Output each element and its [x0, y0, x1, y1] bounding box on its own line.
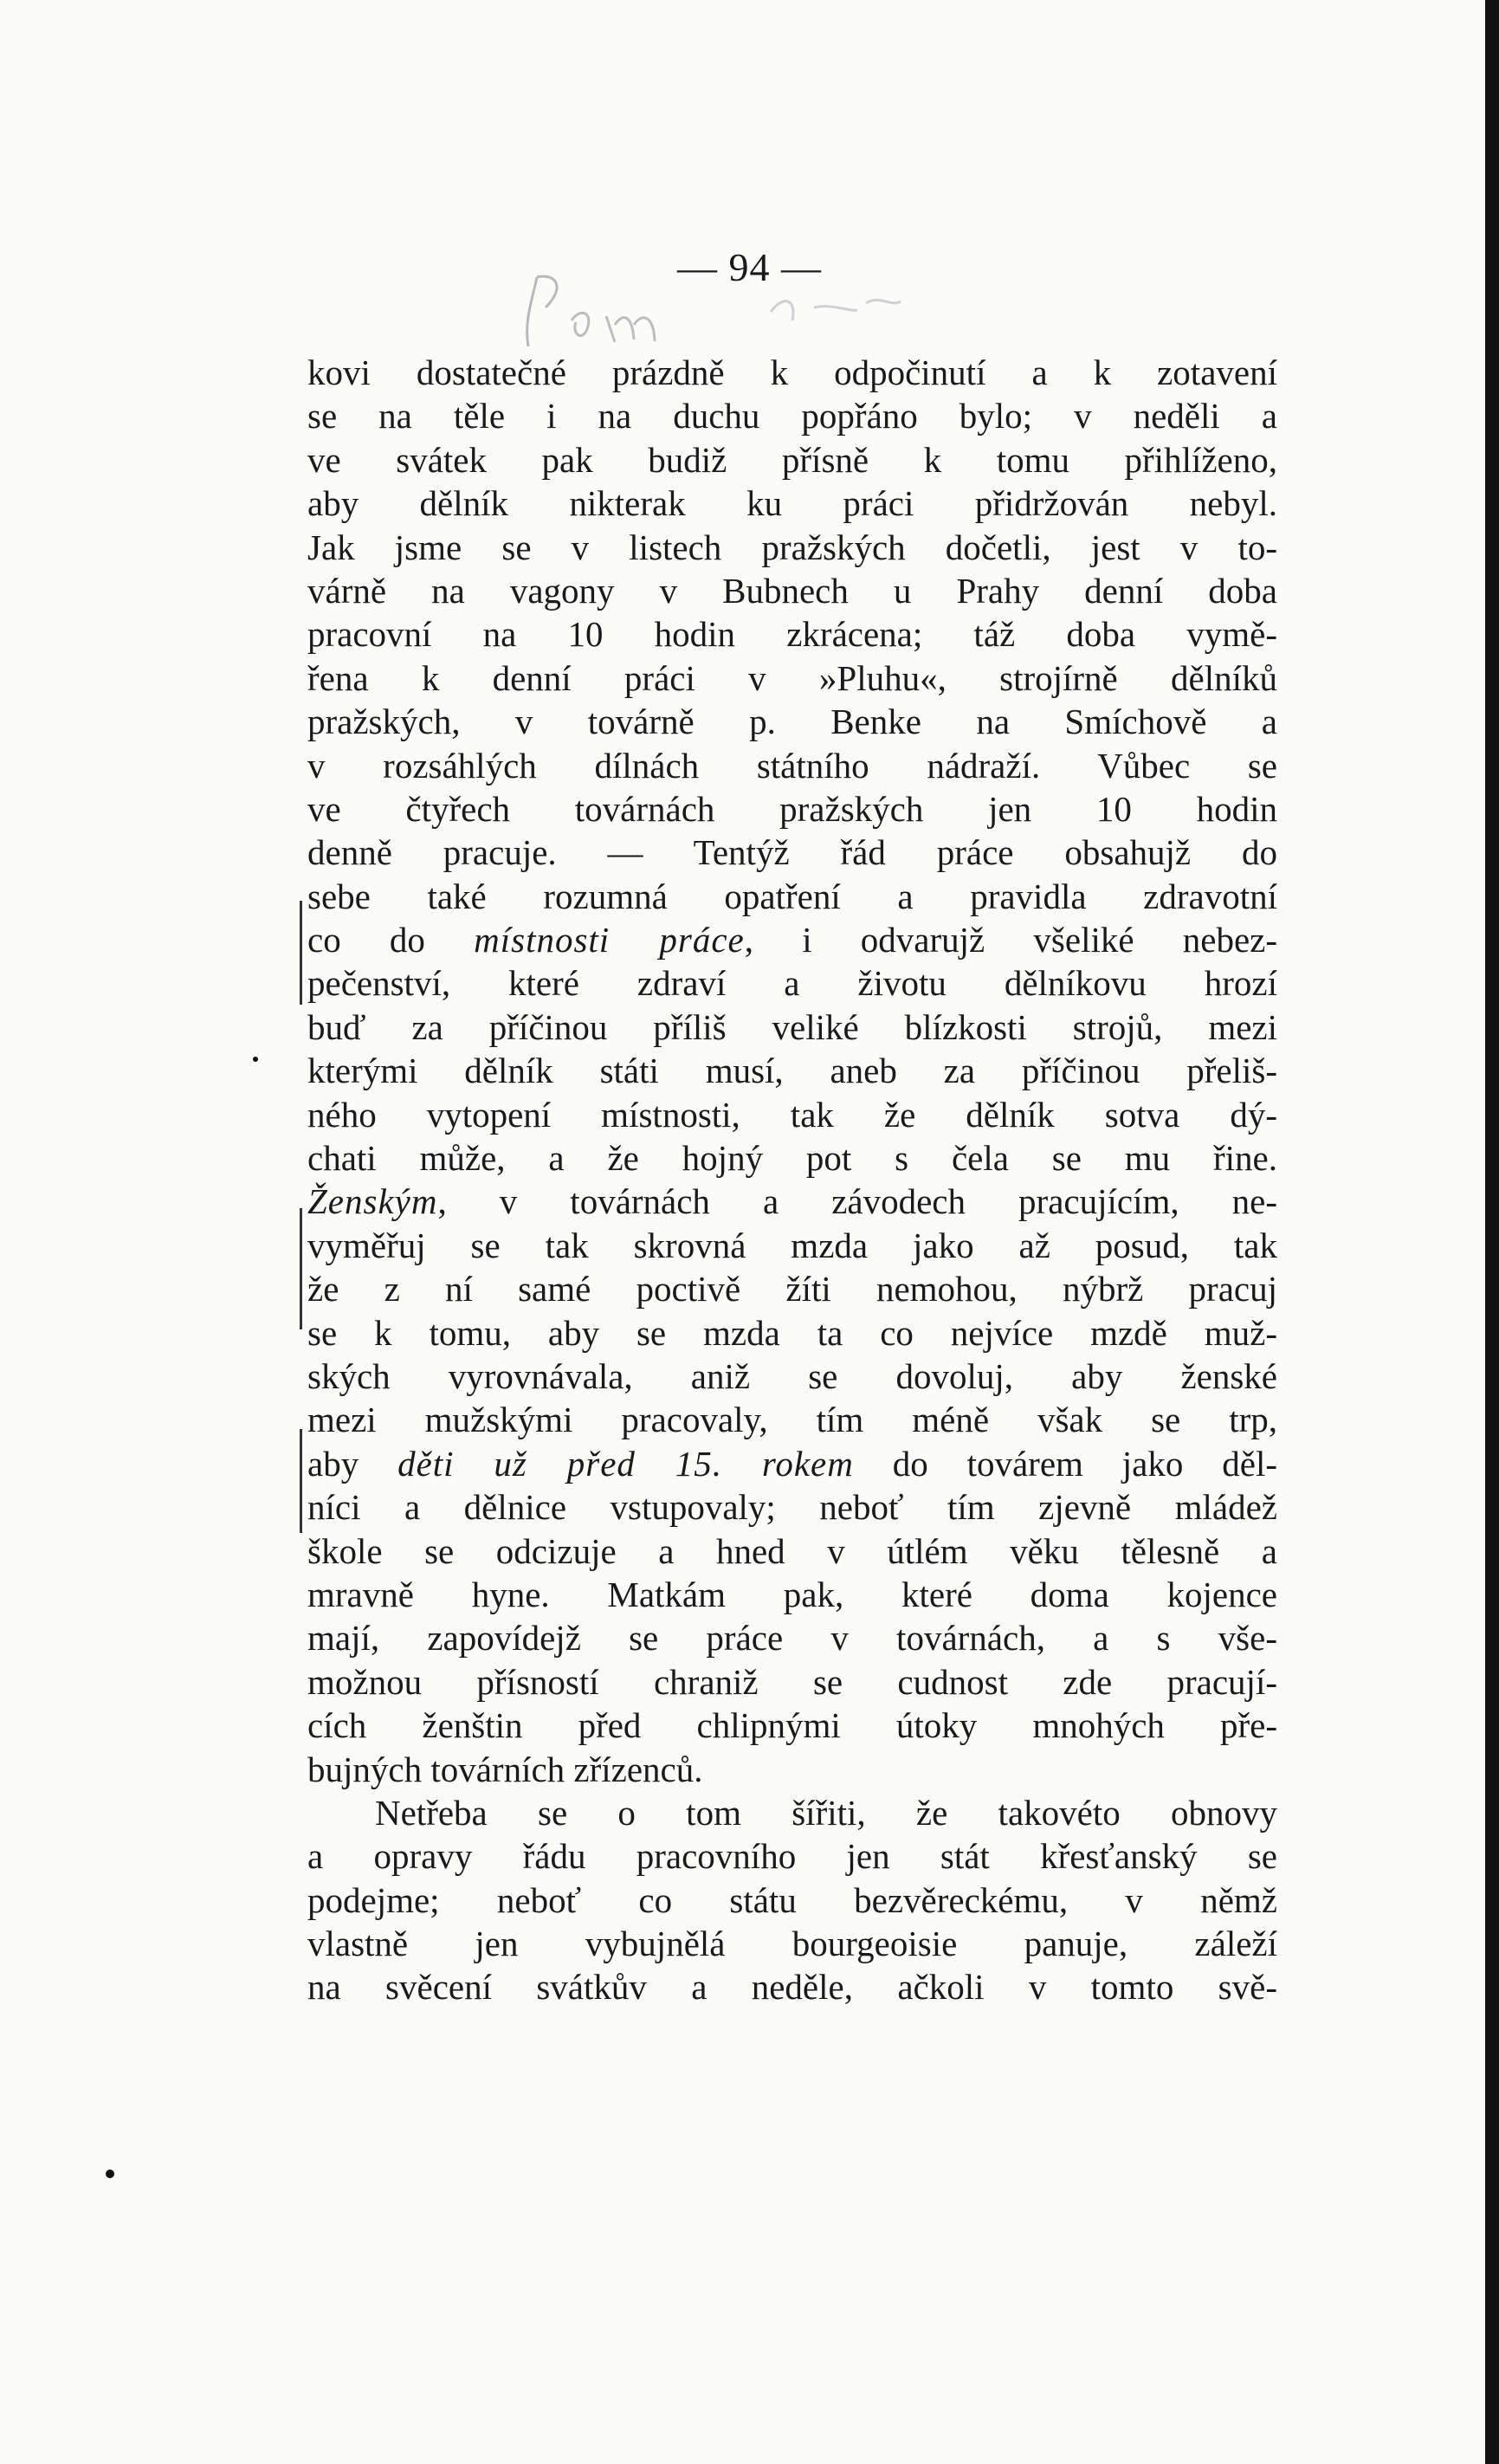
- text-line: řena k denní práci v »Pluhu«, strojírně dělníků: [307, 657, 1277, 698]
- text-line: kovi dostatečné prázdně k odpočinutí a k zotavení: [307, 352, 1277, 392]
- text-line-with-italic: [307, 1180, 1277, 1223]
- text-line: ských vyrovnávala, aniž se dovoluj, aby ženské: [307, 1355, 1277, 1396]
- text-line: ného vytopení místnosti, tak že dělník sotva dý-: [307, 1094, 1277, 1135]
- text-line: možnou přísností chraniž se cudnost zde pracují-: [307, 1661, 1277, 1702]
- text-line: mezi mužskými pracovaly, tím méně však se trp,: [307, 1400, 1277, 1440]
- text-line: se na těle i na duchu popřáno bylo; v neděli a: [307, 396, 1277, 437]
- text-line: kterými dělník státi musí, aneb za příčinou přeliš-: [307, 1051, 1277, 1091]
- text-line: aby dělník nikterak ku práci přidržován nebyl.: [307, 483, 1277, 524]
- text-line: várně na vagony v Bubnech u Prahy denní doba: [307, 570, 1277, 611]
- text-line: vyměřuj se tak skrovná mzda jako až posud, tak: [307, 1225, 1277, 1265]
- margin-bracket-mark: [300, 1429, 302, 1533]
- line-segment: , i odvarujž všeliké nebez-: [744, 920, 1278, 960]
- text-line: mravně hyne. Matkám pak, které doma kojence: [307, 1574, 1277, 1614]
- text-line: ve svátek pak budiž přísně k tomu přihlíženo,: [307, 439, 1277, 480]
- text-line: ve čtyřech továrnách pražských jen 10 hodin: [307, 788, 1277, 829]
- margin-bracket-mark: [300, 1208, 302, 1329]
- line-segment: aby: [307, 1443, 398, 1484]
- page-number: — 94 —: [677, 245, 822, 289]
- text-line: že z ní samé poctivě žíti nemohou, nýbrž pracuj: [307, 1269, 1277, 1310]
- italic-phrase: místnosti práce: [474, 920, 745, 960]
- text-line: se k tomu, aby se mzda ta co nejvíce mzdě muž-: [307, 1312, 1277, 1353]
- pencil-annotation: [485, 260, 935, 355]
- paragraph-line: a opravy řádu pracovního jen stát křesťanský se: [307, 1836, 1277, 1877]
- ink-speck: [106, 2170, 114, 2178]
- text-line: buď za příčinou příliš veliké blízkosti strojů, mezi: [307, 1006, 1277, 1047]
- text-line: sebe také rozumná opatření a pravidla zdravotní: [307, 876, 1277, 916]
- ink-speck: [253, 1057, 258, 1062]
- text-line: cích ženštin před chlipnými útoky mnohých pře-: [307, 1705, 1277, 1746]
- paragraph-line: na svěcení svátkův a neděle, ačkoli v tomto svě-: [307, 1967, 1277, 2008]
- italic-phrase: Ženským: [307, 1181, 438, 1222]
- text-line: bujných továrních zřízenců.: [307, 1749, 703, 1789]
- text-line: v rozsáhlých dílnách státního nádraží. Vůbec se: [307, 745, 1277, 786]
- text-line: pracovní na 10 hodin zkrácena; táž doba vymě-: [307, 614, 1277, 655]
- text-line: chati může, a že hojný pot s čela se mu řine.: [307, 1138, 1277, 1179]
- margin-bracket-mark: [300, 901, 302, 1005]
- body-text: [307, 351, 1277, 2009]
- paragraph-line: Netřeba se o tom šířiti, že takovéto obnovy: [375, 1792, 1277, 1833]
- line-segment: , v továrnách a závodech pracujícím, ne-: [437, 1181, 1277, 1222]
- line-segment: co do: [307, 920, 475, 960]
- paragraph-line: vlastně jen vybujnělá bourgeoisie panuje, záleží: [307, 1924, 1277, 1964]
- text-line-with-italic: [307, 918, 1277, 961]
- text-line: níci a dělnice vstupovaly; neboť tím zjevně mládež: [307, 1487, 1277, 1528]
- text-line: pražských, v továrně p. Benke na Smíchově a: [307, 702, 1277, 742]
- text-line: mají, zapovídejž se práce v továrnách, a s vše-: [307, 1618, 1277, 1659]
- text-line: pečenství, které zdraví a životu dělníkovu hrozí: [307, 963, 1277, 1004]
- text-line-with-italic: [307, 1442, 1277, 1485]
- text-line: škole se odcizuje a hned v útlém věku tělesně a: [307, 1530, 1277, 1571]
- line-segment: do továrem jako děl-: [853, 1443, 1277, 1484]
- text-line: Jak jsme se v listech pražských dočetli, jest v to-: [307, 527, 1277, 567]
- text-line: denně pracuje. — Tentýž řád práce obsahujž do: [307, 832, 1277, 873]
- scan-edge: [1485, 0, 1499, 2464]
- italic-phrase: děti už před 15. rokem: [397, 1443, 854, 1484]
- paragraph-line: podejme; neboť co státu bezvěreckému, v němž: [307, 1879, 1277, 1920]
